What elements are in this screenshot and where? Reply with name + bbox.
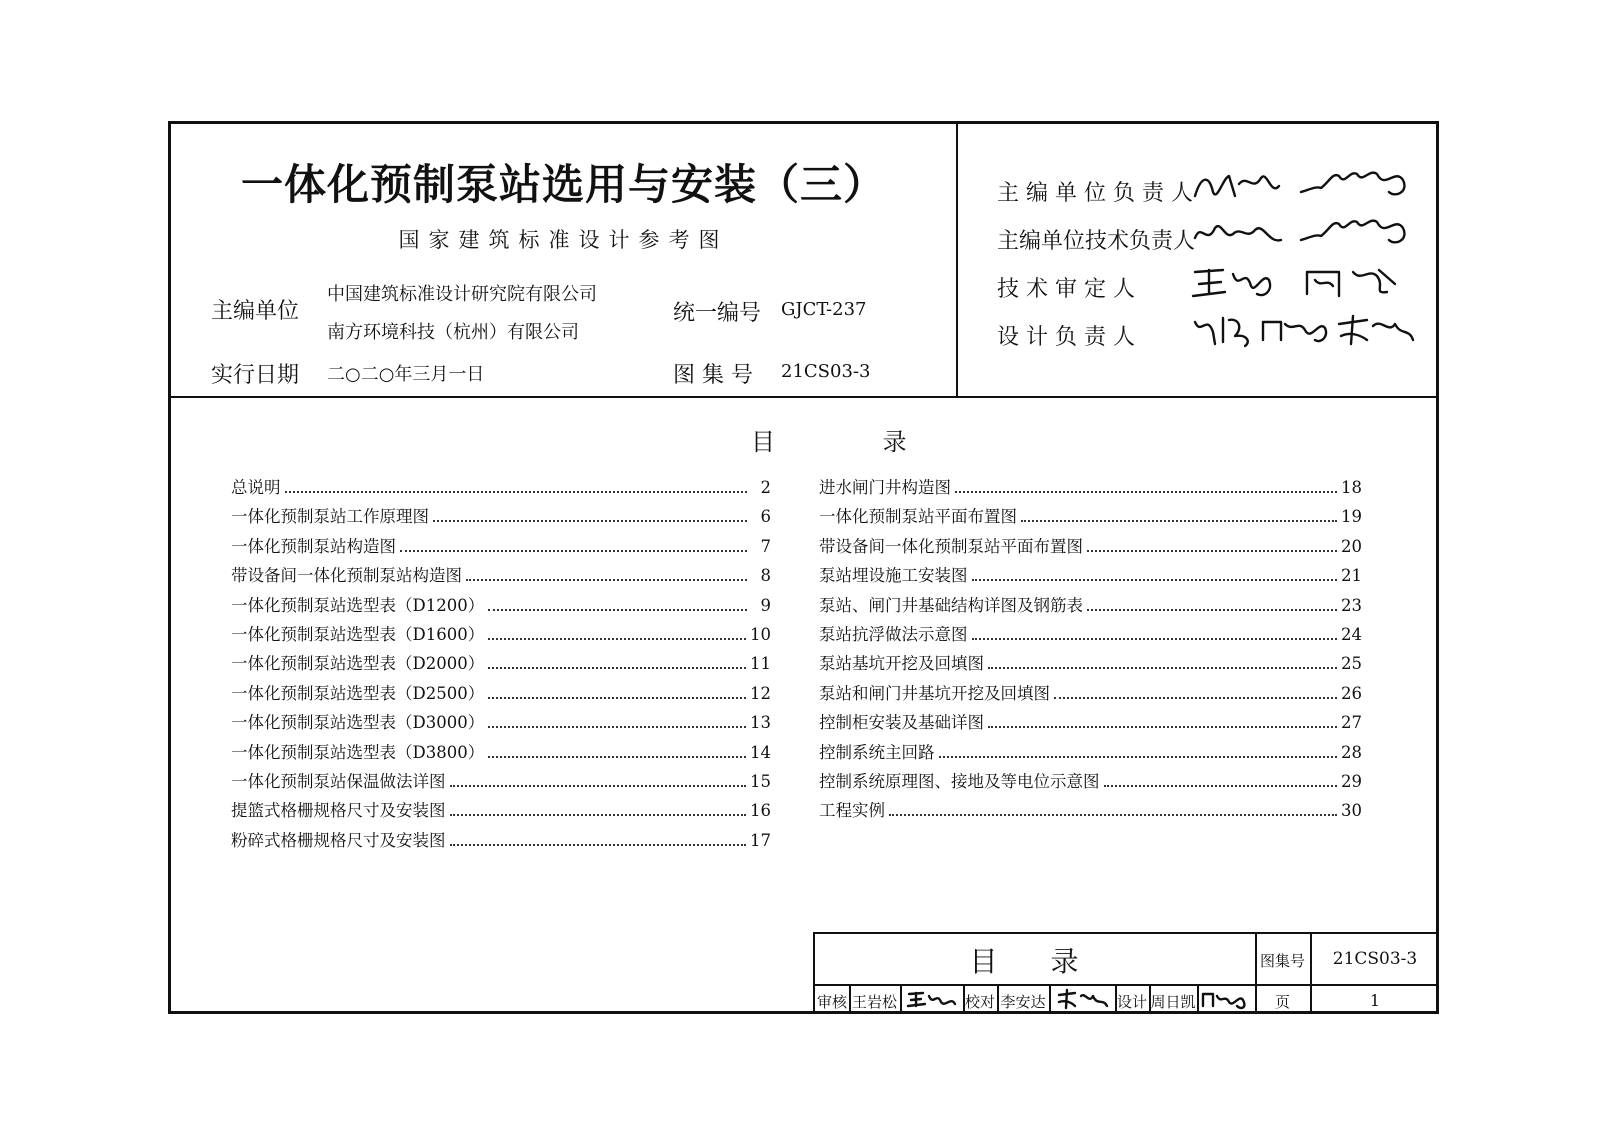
toc-entry-title: 一体化预制泵站构造图 (231, 536, 396, 556)
toc-entry (231, 621, 771, 650)
toc-leader-dots (433, 520, 747, 522)
toc-leader-dots (1054, 697, 1337, 699)
check-signature (1055, 986, 1111, 1012)
toc-entry-title: 一体化预制泵站选型表（D2500） (231, 683, 485, 703)
toc-leader-dots (939, 756, 1338, 758)
toc-entry (819, 739, 1362, 768)
toc-entry-title: 工程实例 (819, 801, 885, 821)
toc-entry-page: 16 (750, 801, 771, 821)
toc-entry-title: 一体化预制泵站选型表（D3800） (231, 742, 485, 762)
review-signature (905, 986, 959, 1012)
toc-entry-page: 30 (1341, 801, 1362, 821)
toc-entry-title: 粉碎式格栅规格尺寸及安装图 (231, 830, 446, 850)
toc-entry-page: 18 (1341, 478, 1362, 497)
toc-entry-page: 23 (1341, 595, 1362, 615)
toc-entry-page: 15 (750, 771, 771, 791)
toc-entry-page: 10 (750, 624, 771, 644)
toc-entry-page: 19 (1341, 507, 1362, 527)
toc-entry-title: 进水闸门井构造图 (819, 478, 951, 497)
toc-leader-dots (450, 814, 747, 816)
toc-entry-page: 17 (750, 830, 771, 850)
toc-entry (231, 562, 771, 591)
toc-entry-page: 24 (1341, 624, 1362, 644)
toc-entry (231, 650, 771, 679)
toc-entry (819, 650, 1362, 679)
toc-entry-page: 25 (1341, 654, 1362, 674)
toc-entry-title: 泵站抗浮做法示意图 (819, 624, 968, 644)
toc-entry-title: 一体化预制泵站工作原理图 (231, 507, 429, 527)
toc-entry-page: 11 (750, 654, 771, 674)
toc-leader-dots (988, 667, 1337, 669)
toc-entry-page: 9 (760, 595, 771, 615)
atlas-subtitle: 国家建筑标准设计参考图 (398, 228, 729, 252)
toc-right-column (819, 474, 1362, 827)
role-technical-chief: 主编单位技术负责人 (997, 229, 1196, 254)
toc-entry-title: 泵站埋设施工安装图 (819, 566, 968, 586)
signature-row-1 (1189, 162, 1419, 208)
toc-entry (819, 797, 1362, 826)
toc-leader-dots (488, 638, 746, 640)
toc-left-column (231, 474, 771, 856)
toc-entry (231, 768, 771, 797)
toc-leader-dots (988, 726, 1337, 728)
toc-entry-title: 泵站和闸门井基坑开挖及回填图 (819, 683, 1050, 703)
toc-leader-dots (1087, 550, 1337, 552)
toc-leader-dots (488, 609, 747, 611)
toc-leader-dots (972, 638, 1338, 640)
toc-entry-title: 提篮式格栅规格尺寸及安装图 (231, 801, 446, 821)
check-name: 李安达 (1000, 993, 1046, 1011)
signature-row-3 (1189, 258, 1419, 304)
toc-leader-dots (400, 550, 747, 552)
toc-entry-page: 14 (750, 742, 771, 762)
toc-entry-page: 21 (1341, 566, 1362, 586)
toc-entry (231, 739, 771, 768)
toc-entry (819, 503, 1362, 532)
toc-leader-dots (450, 844, 747, 846)
title-block-atlas-label: 图集号 (1259, 952, 1305, 970)
toc-leader-dots (488, 756, 746, 758)
toc-entry-title: 一体化预制泵站选型表（D1200） (231, 595, 485, 615)
toc-entry-title: 一体化预制泵站选型表（D3000） (231, 713, 485, 733)
toc-leader-dots (1104, 785, 1338, 787)
title-block (813, 932, 1439, 1014)
title-block-name: 目 录 (969, 945, 1101, 978)
toc-entry-title: 泵站、闸门井基础结构详图及钢筋表 (819, 595, 1083, 615)
toc-entry (231, 533, 771, 562)
toc-entry-title: 总说明 (231, 478, 281, 497)
toc-entry (819, 621, 1362, 650)
toc-entry (231, 709, 771, 738)
toc-entry-page: 2 (760, 478, 771, 497)
date-label: 实行日期 (211, 363, 300, 388)
toc-leader-dots (1021, 520, 1337, 522)
toc-entry-page: 6 (760, 507, 771, 527)
toc-leader-dots (955, 491, 1337, 493)
toc-entry-page: 26 (1341, 683, 1362, 703)
toc-entry (231, 680, 771, 709)
toc-leader-dots (488, 726, 746, 728)
toc-entry-page: 8 (760, 566, 771, 586)
review-label: 审核 (816, 993, 847, 1011)
toc-leader-dots (972, 579, 1338, 581)
signature-row-4 (1189, 306, 1419, 352)
toc-leader-dots (285, 491, 748, 493)
toc-leader-dots (450, 785, 747, 787)
drawing-sheet (168, 121, 1439, 1014)
review-name: 王岩松 (851, 993, 897, 1011)
toc-entry (819, 474, 1362, 503)
date-value: 二○二○年三月一日 (327, 364, 485, 385)
check-label: 校对 (964, 993, 995, 1011)
toc-entry-title: 带设备间一体化预制泵站平面布置图 (819, 536, 1083, 556)
toc-entry (231, 592, 771, 621)
code-value: GJCT-237 (781, 299, 867, 320)
toc-entry-title: 泵站基坑开挖及回填图 (819, 654, 984, 674)
editor-unit-1: 中国建筑标准设计研究院有限公司 (327, 284, 597, 305)
role-design-chief: 设 计 负 责 人 (997, 325, 1135, 350)
toc-entry-page: 20 (1341, 536, 1362, 556)
editor-label: 主编单位 (211, 299, 300, 324)
toc-leader-dots (466, 579, 747, 581)
atlas-no-value: 21CS03-3 (781, 361, 871, 382)
role-technical-review: 技 术 审 定 人 (997, 277, 1135, 302)
toc-entry-title: 带设备间一体化预制泵站构造图 (231, 566, 462, 586)
toc-entry-page: 28 (1341, 742, 1362, 762)
toc-entry-page: 27 (1341, 713, 1362, 733)
toc-entry-page: 29 (1341, 771, 1362, 791)
design-name: 周日凯 (1150, 993, 1196, 1011)
toc-entry-page: 13 (750, 713, 771, 733)
title-block-atlas-value: 21CS03-3 (1332, 949, 1418, 969)
toc-entry-title: 一体化预制泵站平面布置图 (819, 507, 1017, 527)
toc-entry-title: 一体化预制泵站选型表（D2000） (231, 654, 485, 674)
toc-leader-dots (889, 814, 1337, 816)
toc-entry (819, 709, 1362, 738)
role-chief-unit: 主 编 单 位 负 责 人 (997, 181, 1193, 206)
toc-entry (819, 533, 1362, 562)
atlas-title: 一体化预制泵站选用与安装（三） (240, 160, 886, 209)
page-label: 页 (1274, 993, 1290, 1011)
toc-entry-title: 一体化预制泵站保温做法详图 (231, 771, 446, 791)
toc-entry (231, 503, 771, 532)
toc-entry-page: 12 (750, 683, 771, 703)
design-signature (1199, 986, 1253, 1012)
toc-leader-dots (488, 667, 746, 669)
toc-entry-title: 控制系统主回路 (819, 742, 935, 762)
design-label: 设计 (1116, 993, 1147, 1011)
toc-entry (231, 827, 771, 856)
editor-unit-2: 南方环境科技（杭州）有限公司 (327, 322, 579, 343)
toc-entry (819, 592, 1362, 621)
toc-entry (231, 474, 771, 503)
toc-heading: 目 录 (751, 428, 957, 456)
toc-entry (819, 562, 1362, 591)
toc-entry (819, 768, 1362, 797)
toc-entry-title: 控制系统原理图、接地及等电位示意图 (819, 771, 1100, 791)
signature-row-2 (1189, 210, 1419, 256)
toc-entry (231, 797, 771, 826)
header-vertical-divider (956, 124, 958, 396)
toc-leader-dots (1087, 609, 1337, 611)
code-label: 统一编号 (673, 301, 762, 326)
toc-entry (819, 680, 1362, 709)
toc-leader-dots (488, 697, 746, 699)
atlas-no-label: 图 集 号 (673, 363, 753, 388)
toc-entry-title: 一体化预制泵站选型表（D1600） (231, 624, 485, 644)
header-divider (171, 396, 1436, 398)
toc-entry-page: 7 (760, 536, 771, 556)
page-value: 1 (1369, 991, 1381, 1010)
toc-entry-title: 控制柜安装及基础详图 (819, 713, 984, 733)
